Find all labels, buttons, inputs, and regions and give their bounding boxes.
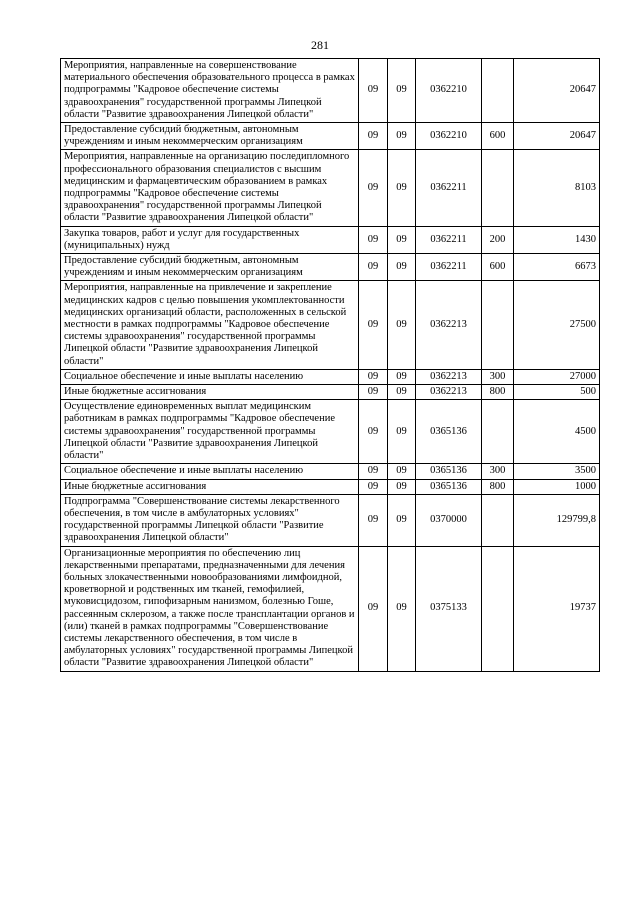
table-row [61,479,600,494]
table-row [61,281,600,369]
row-amount: 20647 [514,123,600,150]
row-section: 09 [359,385,388,400]
page-number: 281 [311,38,329,52]
row-subsection: 09 [388,546,416,671]
row-target-article: 0370000 [416,494,482,546]
table-row [61,59,600,123]
row-expense-type [482,281,514,369]
row-section: 09 [359,226,388,253]
row-subsection: 09 [388,281,416,369]
row-section: 09 [359,59,388,123]
row-section: 09 [359,281,388,369]
row-target-article: 0362210 [416,59,482,123]
row-subsection: 09 [388,494,416,546]
row-subsection: 09 [388,254,416,281]
table-row [61,385,600,400]
row-expense-type [482,546,514,671]
row-name: Мероприятия, направленные на совершенствование материального обеспечения образовательного процесса в рамках подпрограммы "Кадровое обеспечение системы здравоохранения" государственной программы Липецкой области "Развитие здравоохранения Липецкой области" [61,59,359,123]
row-amount: 19737 [514,546,600,671]
table-row [61,546,600,671]
row-target-article: 0362211 [416,254,482,281]
row-name: Социальное обеспечение и иные выплаты населению [61,464,359,479]
row-subsection: 09 [388,464,416,479]
row-target-article: 0375133 [416,546,482,671]
row-target-article: 0365136 [416,400,482,464]
row-amount: 1430 [514,226,600,253]
row-expense-type [482,59,514,123]
row-subsection: 09 [388,400,416,464]
row-section: 09 [359,400,388,464]
row-expense-type: 300 [482,464,514,479]
row-subsection: 09 [388,226,416,253]
row-subsection: 09 [388,150,416,226]
row-expense-type: 800 [482,385,514,400]
table-row [61,254,600,281]
row-amount: 500 [514,385,600,400]
row-name: Социальное обеспечение и иные выплаты населению [61,369,359,384]
row-amount: 3500 [514,464,600,479]
row-expense-type: 300 [482,369,514,384]
row-target-article: 0362213 [416,385,482,400]
row-name: Подпрограмма "Совершенствование системы лекарственного обеспечения, в том числе в амбулаторных условиях" государственной программы Липецкой области "Развитие здравоохранения Липецкой области" [61,494,359,546]
row-expense-type: 600 [482,123,514,150]
table-row [61,400,600,464]
table-row [61,123,600,150]
row-name: Организационные мероприятия по обеспечению лиц лекарственными препаратами, предназначенными для лечения больных злокачественными новообразованиями лимфоидной, кроветворной и родственных им тканей, гемофилией, муковисцидозом, гипофизарным нанизмом, болезнью Гоше, рассеянным склерозом, а также после трансплантации органов и (или) тканей в рамках подпрограммы "Совершенствование системы лекарственного обеспечения, в том числе в амбулаторных условиях" государственной программы Липецкой области "Развитие здравоохранения Липецкой области" [61,546,359,671]
row-name: Иные бюджетные ассигнования [61,479,359,494]
row-target-article: 0362213 [416,369,482,384]
table-row [61,494,600,546]
row-section: 09 [359,150,388,226]
row-subsection: 09 [388,385,416,400]
row-section: 09 [359,369,388,384]
row-name: Мероприятия, направленные на привлечение и закрепление медицинских кадров с целью повышения укомплектованности медицинских организаций области, расположенных в сельской местности в рамках подпрограммы "Кадровое обеспечение системы здравоохранения" государственной программы Липецкой области "Развитие здравоохранения Липецкой области" [61,281,359,369]
row-expense-type [482,494,514,546]
row-target-article: 0362210 [416,123,482,150]
row-amount: 27000 [514,369,600,384]
row-subsection: 09 [388,369,416,384]
row-target-article: 0362213 [416,281,482,369]
row-amount: 27500 [514,281,600,369]
row-section: 09 [359,464,388,479]
row-name: Предоставление субсидий бюджетным, автономным учреждениям и иным некоммерческим организациям [61,254,359,281]
row-section: 09 [359,546,388,671]
row-amount: 1000 [514,479,600,494]
row-expense-type: 200 [482,226,514,253]
row-expense-type: 800 [482,479,514,494]
row-section: 09 [359,254,388,281]
budget-table [60,58,600,672]
row-amount: 4500 [514,400,600,464]
row-expense-type [482,400,514,464]
row-amount: 129799,8 [514,494,600,546]
row-subsection: 09 [388,479,416,494]
row-section: 09 [359,479,388,494]
row-target-article: 0362211 [416,150,482,226]
row-amount: 6673 [514,254,600,281]
table-row [61,150,600,226]
row-section: 09 [359,494,388,546]
row-name: Иные бюджетные ассигнования [61,385,359,400]
table-row [61,226,600,253]
row-name: Осуществление единовременных выплат медицинским работникам в рамках подпрограммы "Кадровое обеспечение системы здравоохранения" государственной программы Липецкой области "Развитие здравоохранения Липецкой области" [61,400,359,464]
row-name: Закупка товаров, работ и услуг для государственных (муниципальных) нужд [61,226,359,253]
row-amount: 20647 [514,59,600,123]
row-target-article: 0362211 [416,226,482,253]
row-target-article: 0365136 [416,479,482,494]
row-subsection: 09 [388,123,416,150]
row-subsection: 09 [388,59,416,123]
row-section: 09 [359,123,388,150]
row-amount: 8103 [514,150,600,226]
table-row [61,369,600,384]
row-expense-type: 600 [482,254,514,281]
row-expense-type [482,150,514,226]
table-row [61,464,600,479]
row-target-article: 0365136 [416,464,482,479]
row-name: Предоставление субсидий бюджетным, автономным учреждениям и иным некоммерческим организациям [61,123,359,150]
row-name: Мероприятия, направленные на организацию последипломного профессионального образования специалистов с высшим медицинским и фармацевтическим образованием в рамках подпрограммы "Кадровое обеспечение системы здравоохранения" государственной программы Липецкой области "Развитие здравоохранения Липецкой области" [61,150,359,226]
